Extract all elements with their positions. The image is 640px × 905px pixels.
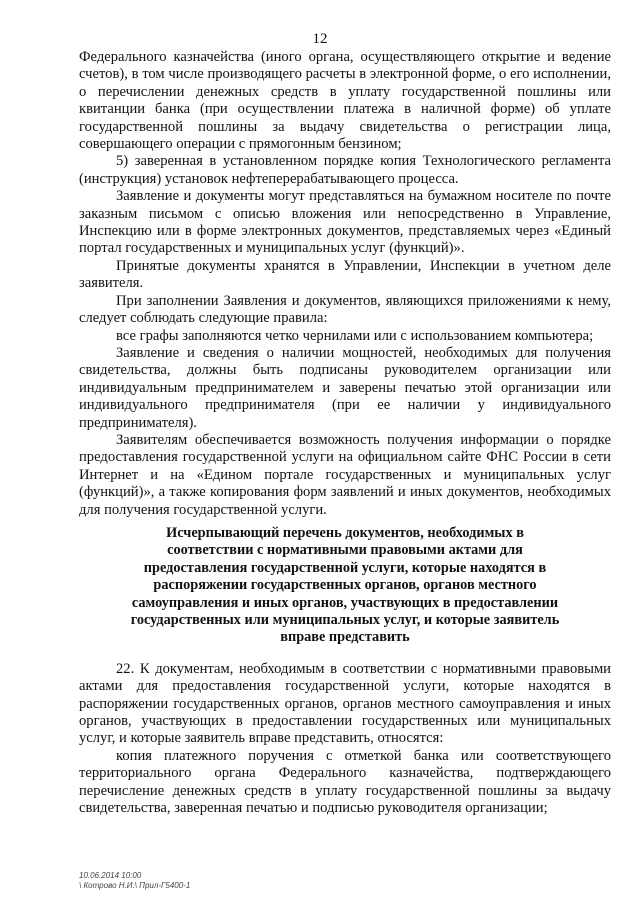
paragraph-info-access: Заявителям обеспечивается возможность получения информации о порядке предоставления государственной услуги на официальном сайте ФНС России в сети Интернет и на «Едином портале государственных и муниципальных услуг (функций)», а также копирования форм заявлений и иных документов, необходимых для получения государственной услуги. bbox=[79, 431, 611, 518]
footer-stamp bbox=[79, 871, 190, 890]
page-number: 12 bbox=[312, 31, 328, 47]
paragraph-rule-signature: Заявление и сведения о наличии мощностей, необходимых для получения свидетельства, должны быть подписаны руководителем организации или индивидуальным предпринимателем и заверены печатью этой организации или индивидуального предпринимателя (при ее наличии у индивидуального предпринимателя). bbox=[79, 344, 611, 431]
paragraph-rule-ink: все графы заполняются четко чернилами или с использованием компьютера; bbox=[116, 327, 594, 344]
paragraph-payment-copy: копия платежного поручения с отметкой банка или соответствующего территориального органа Федерального казначейства, подтверждающего перечисление денежных средств в уплату государственной пошлины за выдачу свидетельства, заверенная печатью и подписью руководителя организации; bbox=[79, 747, 611, 817]
paragraph-continuation: Федерального казначейства (иного органа, осуществляющего открытие и ведение счетов), в том числе производящего расчеты в электронной форме, о его исполнении, о перечислении денежных средств в уплату государственной пошлины или квитанции банка (при осуществлении платежа в наличной форме) об уплате государственной пошлины за выдачу свидетельства о регистрации лица, совершающего операции с прямогонным бензином; bbox=[79, 49, 611, 153]
paragraph-storage: Принятые документы хранятся в Управлении, Инспекции в учетном деле заявителя. bbox=[79, 257, 611, 292]
document-body bbox=[79, 49, 611, 817]
section-heading: Исчерпывающий перечень документов, необходимых в соответствии с нормативными правовыми актами для предоставления государственной услуги, которые находятся в распоряжении государственных органов, органов местного самоуправления и иных органов, участвующих в предоставлении государственных или муниципальных услуг, и которые заявитель вправе представить bbox=[130, 524, 560, 646]
footer-date: 10.06.2014 10:00 bbox=[79, 871, 142, 880]
paragraph-submission: Заявление и документы могут представляться на бумажном носителе по почте заказным письмом с описью вложения или непосредственно в Управление, Инспекцию или в форме электронных документов, представляемых через «Единый портал государственных и муниципальных услуг (функций)». bbox=[79, 188, 611, 257]
paragraph-item-5: 5) заверенная в установленном порядке копия Технологического регламента (инструкция) установок нефтеперерабатывающего процесса. bbox=[79, 153, 611, 187]
footer-file: \ Котрово Н.И.\ Прил-Г5400-1 bbox=[79, 880, 191, 890]
paragraph-item-22: 22. К документам, необходимым в соответствии с нормативными правовыми актами для предоставления государственной услуги, которые находятся в распоряжении государственных органов, органов местного самоуправления и иных органов, участвующих в предоставлении государственных или муниципальных услуг, и которые заявитель вправе представить, относятся: bbox=[79, 660, 611, 747]
paragraph-rules-intro: При заполнении Заявления и документов, являющихся приложениями к нему, следует соблюдать следующие правила: bbox=[79, 292, 611, 327]
spacer bbox=[79, 647, 611, 661]
